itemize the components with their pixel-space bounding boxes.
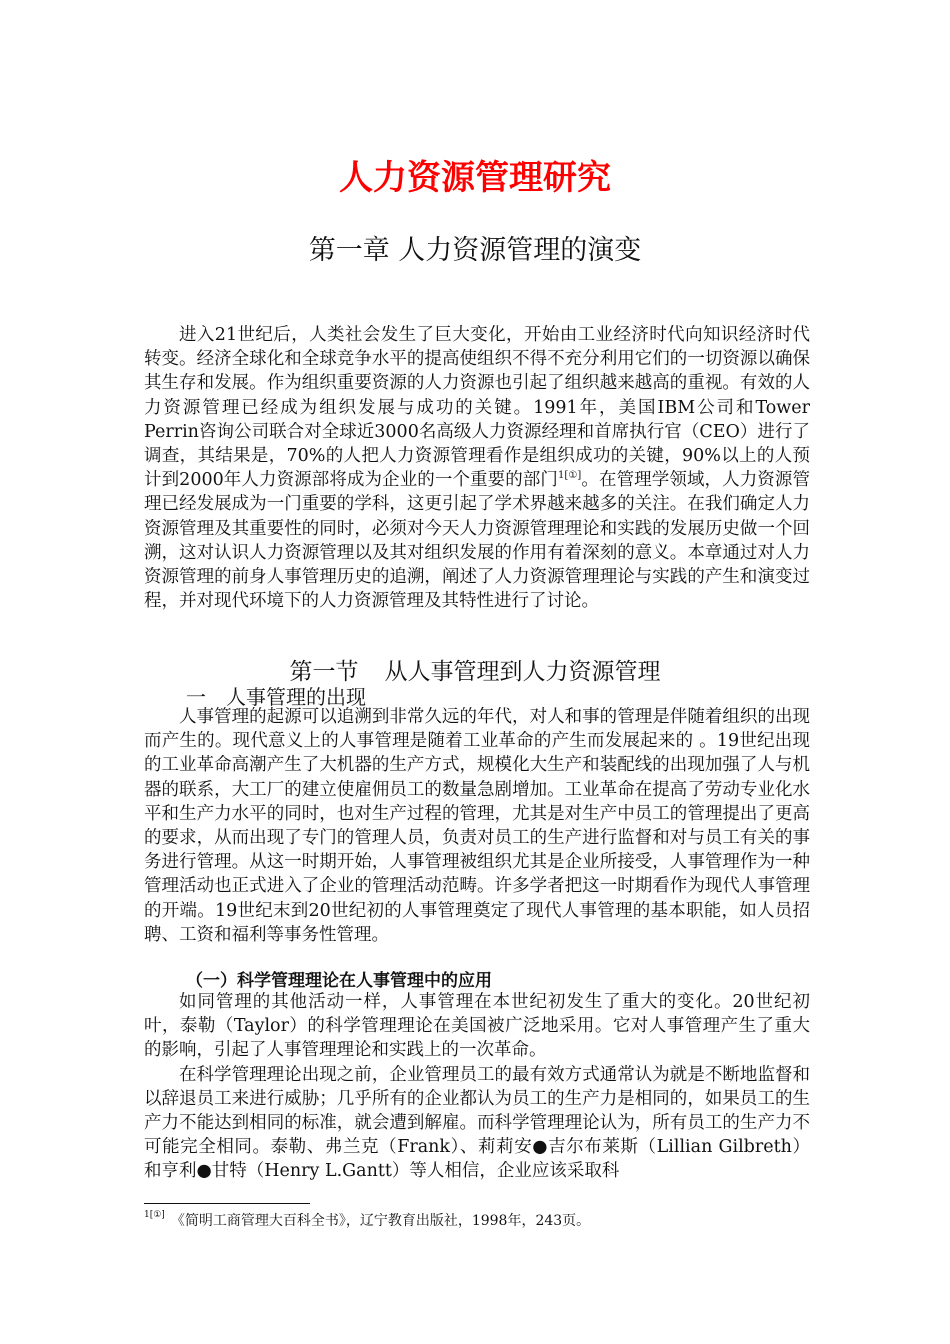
section-heading	[0, 653, 950, 686]
paragraph-1: 如同管理的其他活动一样，人事管理在本世纪初发生了重大的变化。20世纪初叶，泰勒（Taylor）的科学管理理论在美国被广泛地采用。它对人事管理产生了重大的影响，引起了人事管理理论和实践上的一次革命。	[144, 992, 810, 1061]
intro-section	[144, 323, 810, 613]
paragraph-2: 在科学管理理论出现之前，企业管理员工的最有效方式通常认为就是不断地监督和以辞退员工来进行威胁；几乎所有的企业都认为员工的生产力是相同的，如果员工的生产力不能达到相同的标准，就会遭到解雇。而科学管理理论认为，所有员工的生产力不可能完全相同。泰勒、弗兰克（Frank）、莉莉安●吉尔布莱斯（Lillian Gilbreth）和亨利●甘特（Henry L.Gantt）等人相信，企业应该采取科	[144, 1064, 810, 1182]
section-title: 从人事管理到人力资源管理	[384, 659, 661, 685]
document-title: 人力资源管理研究	[339, 158, 611, 198]
sub-subsection-body	[144, 990, 810, 1184]
subsection-body	[144, 705, 810, 947]
intro-paragraph	[144, 323, 810, 613]
section-number: 第一节	[289, 659, 359, 685]
footnote-mark: 1[①]	[144, 1210, 165, 1220]
footnote-text: 《简明工商管理大百科全书》，辽宁教育出版社，1998年，243页。	[170, 1213, 591, 1229]
intro-text-after-note: 。在管理学领域，人力资源管理已经发展成为一门重要的学科，这更引起了学术界越来越多的关注。在我们确定人力资源管理及其重要性的同时，必须对今天人力资源管理理论和实践的发展历史做一个回溯，这对认识人力资源管理以及其对组织发展的作用有着深刻的意义。本章通过对人力资源管理的前身人事管理历史的追溯，阐述了人力资源管理理论与实践的产生和演变过程，并对现代环境下的人力资源管理及其特性进行了讨论。	[144, 470, 810, 612]
subsection-number: 一	[186, 685, 206, 709]
footnote-reference[interactable]: 1[①]	[558, 470, 582, 482]
intro-text-before-note: 进入21世纪后，人类社会发生了巨大变化，开始由工业经济时代向知识经济时代转变。经济全球化和全球竞争水平的提高使组织不得不充分利用它们的一切资源以确保其生存和发展。作为组织重要资源的人力资源也引起了组织越来越高的重视。有效的人力资源管理已经成为组织发展与成功的关键。1991年，美国IBM公司和Tower Perrin咨询公司联合对全球近3000名高级人力资源经理和首席执行官（CEO）进行了调查，其结果是，70%的人把人力资源管理看作是组织成功的关键，90%以上的人预计到2000年人力资源部将成为企业的一个重要的部门	[144, 325, 810, 491]
subsection-title: 人事管理的出现	[226, 685, 366, 709]
footnote-separator	[144, 1203, 310, 1204]
subsection-paragraph: 人事管理的起源可以追溯到非常久远的年代，对人和事的管理是伴随着组织的出现而产生的。现代意义上的人事管理是随着工业革命的产生而发展起来的 。19世纪出现的工业革命高潮产生了大机器的生产方式，规模化大生产和装配线的出现加强了人与机器的联系，大工厂的建立使雇佣员工的数量急剧增加。工业革命在提高了劳动专业化水平和生产力水平的同时，也对生产过程的管理，尤其是对生产中员工的管理提出了更高的要求，从而出现了专门的管理人员，负责对员工的生产进行监督和对与员工有关的事务进行管理。从这一时期开始，人事管理被组织尤其是企业所接受，人事管理作为一种管理活动也正式进入了企业的管理活动范畴。许多学者把这一时期看作为现代人事管理的开端。19世纪末到20世纪初的人事管理奠定了现代人事管理的基本职能，如人员招聘、工资和福利等事务性管理。	[144, 707, 810, 945]
chapter-title: 第一章 人力资源管理的演变	[308, 235, 642, 266]
footnote	[144, 1210, 590, 1230]
sub-subsection-heading: （一）科学管理理论在人事管理中的应用	[186, 971, 492, 991]
